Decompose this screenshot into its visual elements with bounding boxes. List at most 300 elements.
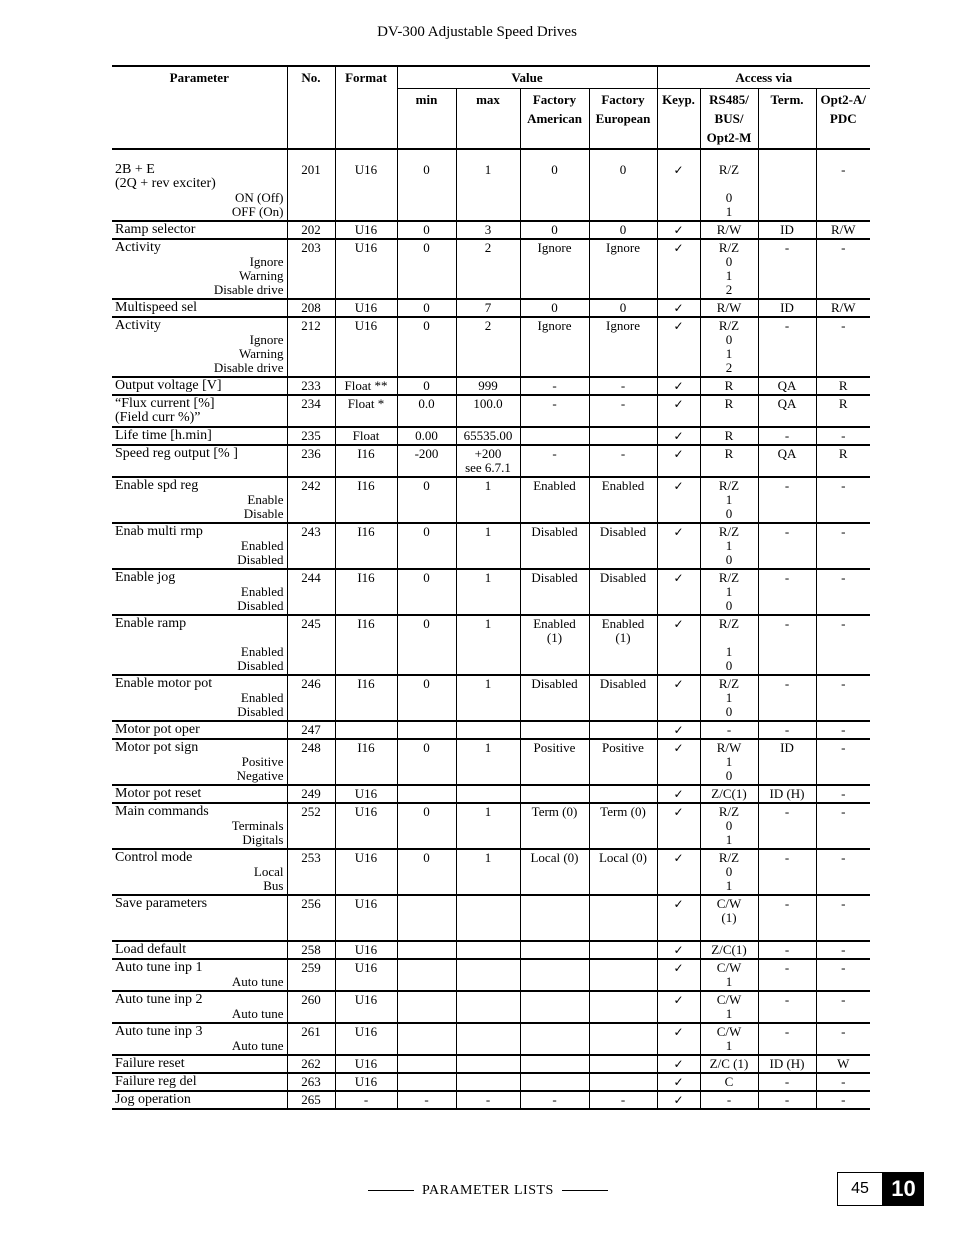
access-term: - [758, 721, 816, 739]
keypad-access-check-icon: ✓ [657, 739, 700, 785]
keypad-access-check-icon: ✓ [657, 395, 700, 427]
col-value: Value [397, 66, 657, 89]
value-max-line: - [485, 1092, 491, 1107]
access-term: - [758, 895, 816, 941]
access-rs485-line: 1 [725, 584, 733, 599]
parameter-no: 201 [287, 162, 335, 221]
factory-european-line [593, 723, 654, 737]
factory-european-line [593, 429, 654, 443]
parameter-no: 260 [287, 991, 335, 1023]
access-rs485-line: C/W [716, 960, 742, 975]
value-min: 0 [397, 221, 456, 239]
value-factory-american [520, 895, 589, 941]
value-max-line: 2 [484, 240, 492, 255]
parameter-option: OFF (On) [231, 204, 284, 219]
access-rs485-line: 1 [725, 878, 733, 893]
parameter-option: Enabled [240, 584, 284, 599]
value-min: 0 [397, 615, 456, 675]
value-factory-american [520, 221, 589, 239]
access-term: QA [758, 395, 816, 427]
access-opt2a: - [816, 162, 870, 221]
value-factory-european [589, 317, 657, 377]
value-min [397, 785, 456, 803]
factory-american-line: Term (0) [531, 804, 578, 819]
access-rs485-line: 0 [725, 658, 733, 673]
factory-european-line: Term (0) [600, 804, 646, 819]
access-rs485-line: 0 [725, 864, 733, 879]
parameter-format: I16 [335, 477, 397, 523]
access-term: - [758, 477, 816, 523]
col-max: max [456, 89, 520, 150]
parameter-format: U16 [335, 162, 397, 221]
factory-european-line: Enabled [601, 616, 645, 631]
access-rs485-line: 1 [725, 644, 733, 659]
parameter-no: 234 [287, 395, 335, 427]
value-factory-european [589, 427, 657, 445]
value-max [456, 523, 520, 569]
access-opt2a: R [816, 445, 870, 477]
table-row [112, 569, 870, 615]
factory-european-line: Ignore [606, 240, 640, 255]
factory-american-line: Enabled [533, 616, 576, 631]
table-row [112, 803, 870, 849]
value-min: 0 [397, 299, 456, 317]
value-max [456, 739, 520, 785]
value-max [456, 1023, 520, 1055]
col-rs485-l2: BUS/ [714, 111, 744, 126]
access-rs485-line: 1 [725, 832, 733, 847]
value-min: 0 [397, 239, 456, 299]
value-factory-american [520, 239, 589, 299]
factory-american-line: Local (0) [530, 850, 579, 865]
access-rs485-line: 1 [725, 690, 733, 705]
table-row [112, 849, 870, 895]
table-body [112, 149, 870, 1109]
factory-european-line: Positive [602, 740, 644, 755]
factory-european-line: 0 [619, 222, 627, 237]
keypad-access-check-icon: ✓ [657, 615, 700, 675]
value-max [456, 299, 520, 317]
col-rs485-l3: Opt2-M [706, 130, 752, 145]
value-factory-european [589, 377, 657, 395]
keypad-access-check-icon: ✓ [657, 895, 700, 941]
factory-american-line: 0 [551, 300, 558, 315]
parameter-format: I16 [335, 615, 397, 675]
parameter-name: Load default [115, 942, 187, 957]
access-rs485-line: C/W [716, 992, 742, 1007]
value-factory-european [589, 162, 657, 221]
footer-rule-right [562, 1190, 608, 1191]
value-max-line: 1 [484, 616, 492, 631]
access-rs485 [700, 221, 758, 239]
parameter-format: U16 [335, 221, 397, 239]
parameter-cell [112, 317, 287, 377]
parameter-no: 259 [287, 959, 335, 991]
col-opt2a-l1: Opt2-A/ [820, 92, 866, 107]
value-factory-american [520, 162, 589, 221]
table-row [112, 895, 870, 941]
col-min: min [397, 89, 456, 150]
parameter-cell [112, 895, 287, 941]
value-min: 0 [397, 162, 456, 221]
access-opt2a: - [816, 785, 870, 803]
col-opt2a [816, 89, 870, 150]
access-rs485-line: 0 [725, 332, 733, 347]
parameter-no: 247 [287, 721, 335, 739]
value-max [456, 991, 520, 1023]
factory-american-line: 0 [551, 162, 558, 177]
col-factory-european-l1: Factory [601, 92, 645, 107]
parameter-name: Enable jog [115, 570, 176, 585]
parameter-no: 212 [287, 317, 335, 377]
parameter-option: Warning [239, 268, 284, 283]
table-row [112, 395, 870, 427]
value-factory-american [520, 477, 589, 523]
value-min: 0 [397, 317, 456, 377]
parameter-cell [112, 991, 287, 1023]
table-row [112, 739, 870, 785]
value-max-line: 999 [478, 378, 498, 393]
access-rs485 [700, 615, 758, 675]
parameter-option: Enabled [240, 690, 284, 705]
parameter-format: I16 [335, 569, 397, 615]
table-row [112, 959, 870, 991]
parameter-name: Auto tune inp 1 [115, 960, 203, 975]
factory-american-line: Disabled [531, 524, 578, 539]
value-min [397, 959, 456, 991]
value-factory-american [520, 615, 589, 675]
factory-european-line [593, 897, 654, 911]
access-rs485-line: R [724, 446, 734, 461]
value-factory-american [520, 317, 589, 377]
keypad-access-check-icon: ✓ [657, 162, 700, 221]
value-max [456, 675, 520, 721]
header-spacer [112, 149, 870, 162]
value-factory-european [589, 615, 657, 675]
parameter-cell [112, 395, 287, 427]
factory-american-line: - [552, 396, 557, 411]
access-rs485-line: 0 [725, 506, 733, 521]
keypad-access-check-icon: ✓ [657, 427, 700, 445]
value-factory-american [520, 395, 589, 427]
table-row [112, 675, 870, 721]
parameter-format: Float ** [335, 377, 397, 395]
access-rs485 [700, 803, 758, 849]
value-max [456, 239, 520, 299]
access-opt2a: - [816, 317, 870, 377]
parameter-option [115, 911, 284, 925]
parameter-name: (Field curr %)” [115, 410, 201, 425]
table-row [112, 162, 870, 221]
parameter-no: 243 [287, 523, 335, 569]
access-rs485-line: R [724, 428, 734, 443]
factory-european-line: - [620, 1092, 626, 1107]
table-row [112, 941, 870, 959]
parameter-table [112, 65, 870, 1110]
col-opt2a-l2: PDC [829, 111, 857, 126]
factory-european-line [593, 993, 654, 1007]
access-term: - [758, 523, 816, 569]
access-opt2a: - [816, 569, 870, 615]
value-max-line: 2 [484, 318, 492, 333]
parameter-format: U16 [335, 941, 397, 959]
access-rs485 [700, 445, 758, 477]
parameter-option: Disabled [237, 552, 284, 567]
access-rs485 [700, 1023, 758, 1055]
parameter-format [335, 721, 397, 739]
col-factory-american-l1: Factory [532, 92, 577, 107]
access-rs485-line: 1 [725, 204, 733, 219]
parameter-format: U16 [335, 785, 397, 803]
value-max [456, 1091, 520, 1109]
access-rs485 [700, 427, 758, 445]
parameter-no: 263 [287, 1073, 335, 1091]
access-term: ID [758, 739, 816, 785]
parameter-format: U16 [335, 1023, 397, 1055]
value-max-line: 1 [484, 804, 492, 819]
access-rs485-line: 0 [725, 818, 733, 833]
parameter-name: Jog operation [115, 1092, 191, 1107]
factory-european-line: Disabled [599, 570, 647, 585]
parameter-name: Enable motor pot [115, 676, 213, 691]
parameter-format: I16 [335, 523, 397, 569]
table-row [112, 1023, 870, 1055]
col-format: Format [335, 66, 397, 149]
access-rs485-line: Z/C (1) [709, 1056, 749, 1071]
value-factory-american [520, 941, 589, 959]
value-max-line: 7 [484, 300, 492, 315]
access-rs485-line: 0 [725, 598, 733, 613]
value-factory-american [520, 785, 589, 803]
access-rs485 [700, 739, 758, 785]
parameter-name: (2Q + rev exciter) [115, 176, 216, 191]
value-factory-european [589, 959, 657, 991]
keypad-access-check-icon: ✓ [657, 941, 700, 959]
value-max [456, 1073, 520, 1091]
access-rs485 [700, 675, 758, 721]
value-max [456, 221, 520, 239]
access-opt2a: - [816, 615, 870, 675]
parameter-cell [112, 162, 287, 221]
value-min: 0 [397, 739, 456, 785]
parameter-name: Control mode [115, 850, 193, 865]
value-factory-american [520, 959, 589, 991]
factory-american-line [524, 429, 586, 443]
factory-european-line: - [620, 378, 626, 393]
access-rs485-line: R [724, 396, 734, 411]
access-rs485-line: C/W [716, 1024, 742, 1039]
value-factory-american [520, 721, 589, 739]
value-factory-european [589, 849, 657, 895]
factory-american-line [524, 897, 586, 911]
value-min [397, 1073, 456, 1091]
parameter-format: U16 [335, 1055, 397, 1073]
value-factory-american [520, 739, 589, 785]
parameter-cell [112, 523, 287, 569]
parameter-name: Failure reset [115, 1056, 185, 1071]
factory-american-line [524, 1025, 586, 1039]
access-term: - [758, 941, 816, 959]
access-opt2a: - [816, 523, 870, 569]
parameter-cell [112, 721, 287, 739]
access-opt2a: - [816, 675, 870, 721]
parameter-cell [112, 221, 287, 239]
table-row [112, 239, 870, 299]
value-factory-european [589, 991, 657, 1023]
parameter-name: Speed reg output [% ] [115, 446, 238, 461]
parameter-option: Terminals [231, 818, 284, 833]
access-opt2a: - [816, 991, 870, 1023]
access-rs485-line: R/Z [718, 240, 740, 255]
parameter-option: Ignore [249, 254, 284, 269]
keypad-access-check-icon: ✓ [657, 523, 700, 569]
parameter-option: Disabled [237, 704, 284, 719]
parameter-no: 248 [287, 739, 335, 785]
parameter-option: Digitals [242, 832, 284, 847]
footer-section [360, 1183, 616, 1199]
parameter-cell [112, 377, 287, 395]
factory-american-line: (1) [546, 630, 563, 645]
parameter-option: Enabled [240, 538, 284, 553]
access-rs485 [700, 162, 758, 221]
keypad-access-check-icon: ✓ [657, 221, 700, 239]
access-term: - [758, 317, 816, 377]
keypad-access-check-icon: ✓ [657, 675, 700, 721]
parameter-format: I16 [335, 445, 397, 477]
access-rs485 [700, 941, 758, 959]
access-term: ID (H) [758, 785, 816, 803]
keypad-access-check-icon: ✓ [657, 299, 700, 317]
access-term: - [758, 1023, 816, 1055]
value-min [397, 941, 456, 959]
col-rs485 [700, 89, 758, 150]
value-max-line: 100.0 [473, 396, 503, 411]
factory-american-line: Enabled [533, 478, 576, 493]
value-factory-american [520, 803, 589, 849]
keypad-access-check-icon: ✓ [657, 803, 700, 849]
access-opt2a: - [816, 721, 870, 739]
access-term: - [758, 849, 816, 895]
access-opt2a: - [816, 1091, 870, 1109]
value-max [456, 849, 520, 895]
factory-european-line: Disabled [599, 524, 647, 539]
value-factory-european [589, 785, 657, 803]
access-rs485 [700, 849, 758, 895]
parameter-no: 208 [287, 299, 335, 317]
value-min: 0 [397, 377, 456, 395]
access-rs485-line: - [726, 1092, 732, 1107]
access-rs485-line: R/Z [718, 162, 740, 177]
parameter-option: Negative [236, 768, 284, 783]
factory-european-line [593, 1025, 654, 1039]
access-rs485-line: R/Z [718, 850, 740, 865]
col-factory-american [520, 89, 589, 150]
access-rs485 [700, 1091, 758, 1109]
parameter-name: 2B + E [115, 162, 155, 177]
parameter-no: 246 [287, 675, 335, 721]
parameter-format: U16 [335, 895, 397, 941]
parameter-format: U16 [335, 991, 397, 1023]
parameter-cell [112, 1055, 287, 1073]
value-min: 0.00 [397, 427, 456, 445]
parameter-no: 253 [287, 849, 335, 895]
access-term: - [758, 675, 816, 721]
value-factory-european [589, 739, 657, 785]
value-min: 0 [397, 675, 456, 721]
parameter-cell [112, 675, 287, 721]
access-opt2a: R/W [816, 221, 870, 239]
table-row [112, 785, 870, 803]
footer-section-label: PARAMETER LISTS [422, 1183, 554, 1198]
table-row [112, 445, 870, 477]
access-rs485 [700, 299, 758, 317]
access-term: - [758, 991, 816, 1023]
factory-european-line [593, 943, 654, 957]
value-factory-american [520, 427, 589, 445]
access-term: - [758, 1091, 816, 1109]
value-factory-american [520, 1073, 589, 1091]
value-max [456, 427, 520, 445]
factory-american-line: Ignore [537, 318, 572, 333]
access-term: - [758, 427, 816, 445]
access-rs485-line: 0 [725, 768, 733, 783]
access-opt2a: - [816, 739, 870, 785]
access-rs485-line: R/Z [718, 676, 740, 691]
parameter-no: 245 [287, 615, 335, 675]
keypad-access-check-icon: ✓ [657, 477, 700, 523]
factory-european-line: Disabled [599, 676, 647, 691]
value-min: 0 [397, 477, 456, 523]
access-rs485-line: R/Z [718, 524, 740, 539]
access-opt2a: - [816, 895, 870, 941]
access-rs485-line: R/Z [718, 616, 740, 631]
parameter-cell [112, 1091, 287, 1109]
parameter-name: Enable spd reg [115, 478, 199, 493]
factory-european-line: - [620, 446, 626, 461]
table-header [112, 66, 870, 149]
access-rs485 [700, 317, 758, 377]
col-keyp: Keyp. [657, 89, 700, 150]
value-max [456, 615, 520, 675]
keypad-access-check-icon: ✓ [657, 1091, 700, 1109]
value-max-line: 1 [484, 570, 492, 585]
parameter-format: Float [335, 427, 397, 445]
parameter-option: Enable [247, 492, 284, 507]
value-factory-american [520, 523, 589, 569]
parameter-no: 252 [287, 803, 335, 849]
access-rs485 [700, 959, 758, 991]
parameter-cell [112, 477, 287, 523]
value-max [456, 803, 520, 849]
value-factory-european [589, 445, 657, 477]
col-factory-european [589, 89, 657, 150]
access-rs485 [700, 477, 758, 523]
keypad-access-check-icon: ✓ [657, 569, 700, 615]
value-factory-american [520, 1055, 589, 1073]
value-min: - [397, 1091, 456, 1109]
access-term: - [758, 803, 816, 849]
parameter-option: Local [253, 864, 284, 879]
parameter-format: U16 [335, 299, 397, 317]
access-rs485 [700, 1073, 758, 1091]
parameter-option: Disable drive [213, 282, 284, 297]
access-rs485-line: R/W [716, 740, 742, 755]
value-factory-european [589, 239, 657, 299]
access-term: QA [758, 445, 816, 477]
col-no: No. [287, 66, 335, 149]
parameter-name: Activity [115, 318, 161, 333]
access-term: QA [758, 377, 816, 395]
